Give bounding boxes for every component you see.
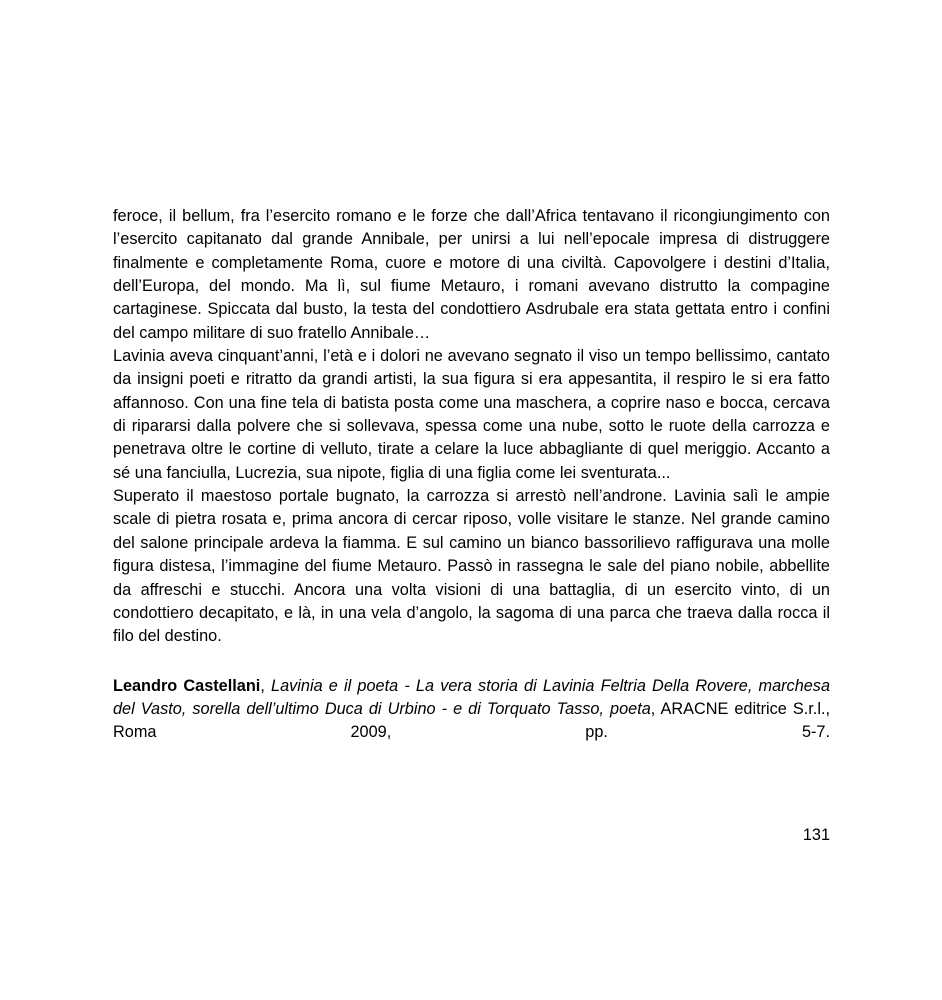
citation-title: Lavinia e il poeta - La vera storia di Lavinia Feltria Della Rovere, marchesa del Vasto, sorella dell’ultimo Duca di Urbino - e di Torquato Tasso, poeta xyxy=(113,676,830,718)
citation-author-separator: , xyxy=(260,676,272,695)
paragraph-portale: Superato il maestoso portale bugnato, la carrozza si arrestò nell’androne. Lavinia salì le ampie scale di pietra rosata e, prima ancora di cercar riposo, volle visitare le stanze. Nel grande camino del salone principale ardeva la fiamma. E sul camino un bianco bassorilievo raffigurava una molle figura distesa, l’immagine del fiume Metauro. Passò in rassegna le sale del piano nobile, abbellite da affreschi e stucchi. Ancora una volta visioni di una battaglia, di un esercito vinto, di un condottiero decapitato, e là, in una vela d’angolo, la sagoma di una parca che traeva dalla rocca il filo del destino. xyxy=(113,487,830,646)
citation-title-separator: , xyxy=(650,699,661,718)
citation-author: Leandro Castellani xyxy=(113,676,261,695)
paragraph-lavinia: Lavinia aveva cinquant’anni, l’età e i dolori ne avevano segnato il viso un tempo bellissimo, cantato da insigni poeti e ritratto da grandi artisti, la sua figura si era appesantita, il respiro le si era fatto affannoso. Con una fine tela di batista posta come una maschera, a coprire naso e bocca, cercava di ripararsi dalla polvere che si sollevava, spessa come una nube, sotto le ruote della carrozza e penetrava oltre le cortine di velluto, tirate a celare la luce abbagliante di quel meriggio. Accanto a sé una fanciulla, Lucrezia, sua nipote, figlia di una figlia come lei sventurata... xyxy=(113,347,830,482)
text-column xyxy=(113,205,830,768)
citation-publisher: ARACNE editrice S.r.l., Roma 2009, pp. 5-7. xyxy=(113,699,830,742)
page-number: 131 xyxy=(802,826,830,844)
paragraph-bellum: feroce, il bellum, fra l’esercito romano e le forze che dall’Africa tentavano il ricongiungimento con l’esercito capitanato dal grande Annibale, per unirsi a lui nell’epocale impresa di distruggere finalmente e completamente Roma, cuore e motore di una civiltà. Capovolgere i destini d’Italia, dell’Europa, del mondo. Ma lì, sul fiume Metauro, i romani avevano distrutto la compagine cartaginese. Spiccata dal busto, la testa del condottiero Asdrubale era stata gettata entro i confini del campo militare di suo fratello Annibale… xyxy=(113,207,830,342)
citation-block xyxy=(113,649,830,768)
